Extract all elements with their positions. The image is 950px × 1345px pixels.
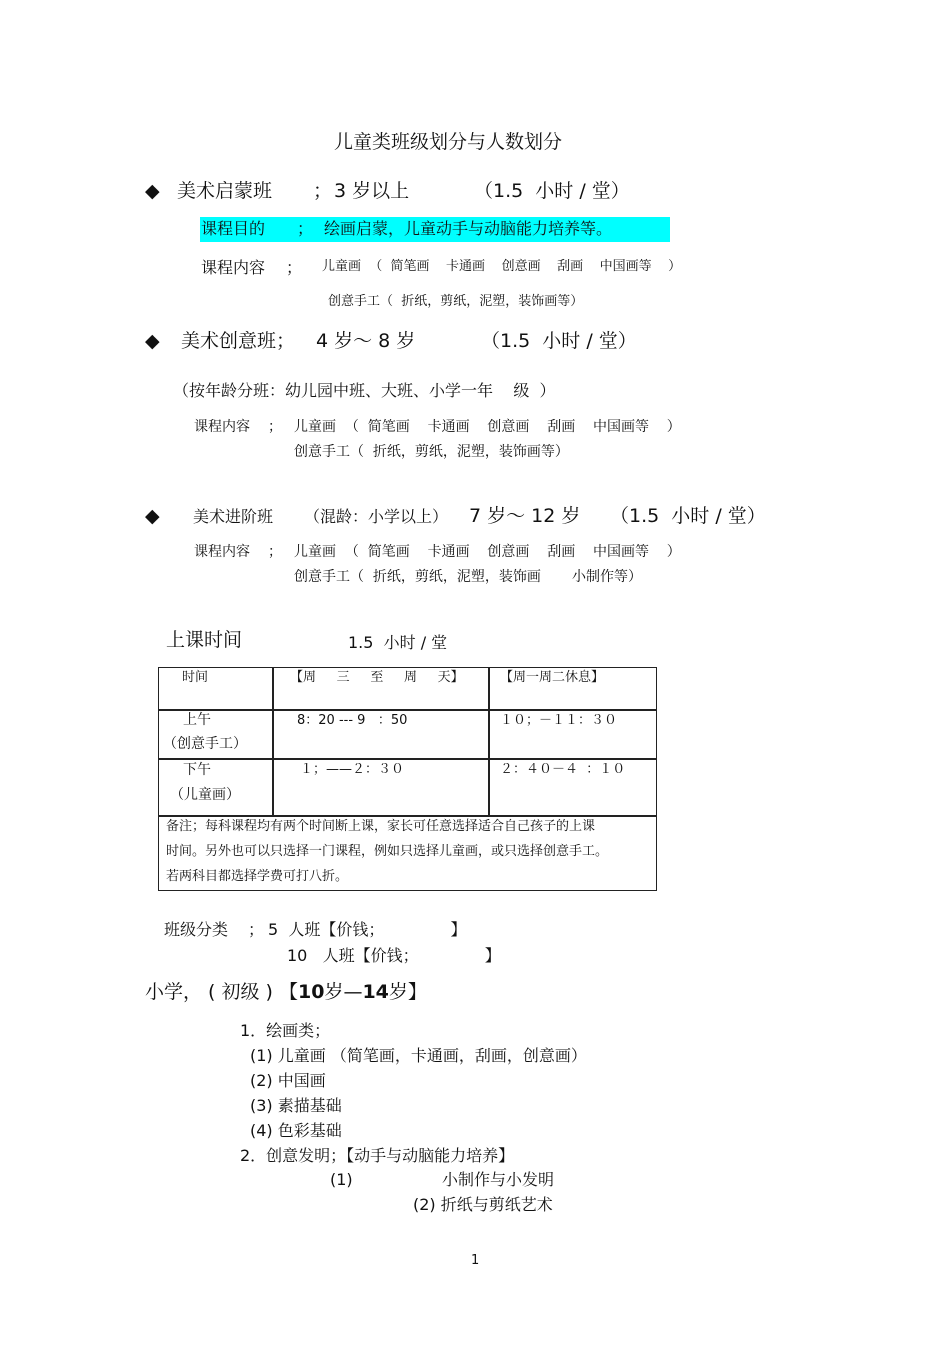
class1-content-label: 课程内容	[201, 258, 266, 277]
class2-duration: （1.5 小时 / 堂）	[481, 330, 637, 352]
class2-name: 美术创意班；	[181, 330, 296, 352]
table-header-rest: 【周一周二休息】	[500, 670, 605, 685]
class2-content-sep: ；	[268, 419, 282, 435]
table-row-am-name: 上午	[183, 712, 211, 728]
class3-age: 7 岁～ 12 岁	[469, 505, 581, 527]
page-number: 1	[471, 1253, 480, 1268]
class1-name: 美术启蒙班	[177, 180, 273, 202]
class3-duration: （1.5 小时 / 堂）	[610, 505, 766, 527]
class2-content-line2: 创意手工（ 折纸，剪纸，泥塑，装饰画等）	[294, 444, 569, 460]
primary-item: (3) 素描基础	[250, 1096, 342, 1115]
class2-content-line1: 儿童画 （ 简笔画 卡通画 创意画 刮画 中国画等 ）	[294, 419, 681, 435]
table-rule	[488, 667, 490, 816]
schedule-label: 上课时间	[166, 629, 243, 651]
table-row-pm-sub: （儿童画）	[170, 787, 240, 803]
table-note-line: 时间。另外也可以只选择一门课程，例如只选择儿童画，或只选择创意手工。	[166, 844, 609, 859]
primary-item: (1) 儿童画 （简笔画，卡通画，刮画，创意画）	[250, 1046, 587, 1065]
class2-note: （按年龄分班：幼儿园中班、大班、小学一年 级 ）	[173, 381, 556, 400]
table-row-am-slot1: 8：20 --- 9 ：50	[297, 713, 408, 728]
primary-item: (1)	[330, 1170, 353, 1189]
primary-heading	[145, 981, 427, 1004]
class1-content-sep: ；	[286, 258, 303, 277]
class3-content-sep: ；	[268, 544, 282, 560]
class3-mixed-age: （混龄：小学以上）	[304, 507, 449, 526]
class3-content-line1: 儿童画 （ 简笔画 卡通画 创意画 刮画 中国画等 ）	[294, 544, 681, 560]
class1-sep: ；	[313, 180, 333, 202]
schedule-duration: 1.5 小时 / 堂	[348, 633, 448, 652]
primary-heading-a: 小学， ( 初级 ) 【	[145, 981, 298, 1003]
table-rule	[272, 667, 274, 816]
class1-content-line2: 创意手工（ 折纸，剪纸，泥塑，装饰画等）	[328, 294, 584, 309]
table-header-time: 时间	[182, 670, 209, 685]
class3-content-line2: 创意手工（ 折纸，剪纸，泥塑，装饰画 小制作等）	[294, 569, 643, 585]
primary-item: (2) 折纸与剪纸艺术	[413, 1195, 553, 1214]
class3-content-label: 课程内容	[194, 544, 250, 560]
table-note-line: 若两科目都选择学费可打八折。	[166, 869, 349, 884]
primary-item: (2) 中国画	[250, 1071, 326, 1090]
class1-age: 3 岁以上	[334, 180, 410, 202]
table-row-pm-slot2: ２：４０－４ ：１０	[500, 762, 626, 777]
primary-heading-e: 岁】	[388, 981, 427, 1003]
class1-duration: （1.5 小时 / 堂）	[474, 180, 630, 202]
table-rule	[158, 758, 657, 760]
table-row-pm-slot1: １；——２：３０	[300, 762, 405, 777]
class1-purpose-label: 课程目的	[201, 219, 266, 238]
class-size-option-10: 10 人班【价钱； 】	[287, 946, 501, 965]
page-title: 儿童类班级划分与人数划分	[334, 131, 563, 153]
class2-age: 4 岁～ 8 岁	[316, 330, 416, 352]
primary-heading-age-from: 10	[297, 981, 325, 1003]
primary-item: (4) 色彩基础	[250, 1121, 342, 1140]
bullet-diamond-icon: ◆	[145, 330, 160, 352]
class1-content-line1: 儿童画 （ 简笔画 卡通画 创意画 刮画 中国画等 ）	[322, 259, 682, 274]
primary-heading-c: 岁—	[324, 981, 363, 1003]
primary-heading-age-to: 14	[362, 981, 389, 1003]
table-row-pm-name: 下午	[183, 762, 211, 778]
class1-purpose-text: 绘画启蒙，儿童动手与动脑能力培养等。	[324, 219, 613, 238]
table-header-days: 【周 三 至 周 天】	[290, 670, 464, 685]
class-size-label: 班级分类	[164, 920, 229, 939]
class1-purpose-sep: ；	[297, 219, 314, 238]
table-note-line: 备注；每科课程均有两个时间断上课，家长可任意选择适合自己孩子的上课	[166, 819, 596, 834]
class2-content-label: 课程内容	[194, 419, 250, 435]
table-row-am-slot2: １０；－１１：３０	[500, 713, 618, 728]
class-size-option-5: 5 人班【价钱； 】	[268, 920, 467, 939]
bullet-diamond-icon: ◆	[145, 180, 160, 202]
table-row-am-sub: （创意手工）	[163, 736, 247, 752]
class3-name: 美术进阶班	[193, 507, 274, 526]
table-rule	[158, 815, 657, 817]
class-size-sep: ；	[248, 920, 265, 939]
primary-item: 1．绘画类；	[240, 1021, 331, 1040]
table-rule	[158, 709, 657, 711]
primary-item: 2．创意发明；【动手与动脑能力培养】	[240, 1146, 515, 1165]
primary-item: 小制作与小发明	[442, 1170, 555, 1189]
bullet-diamond-icon: ◆	[145, 505, 160, 527]
